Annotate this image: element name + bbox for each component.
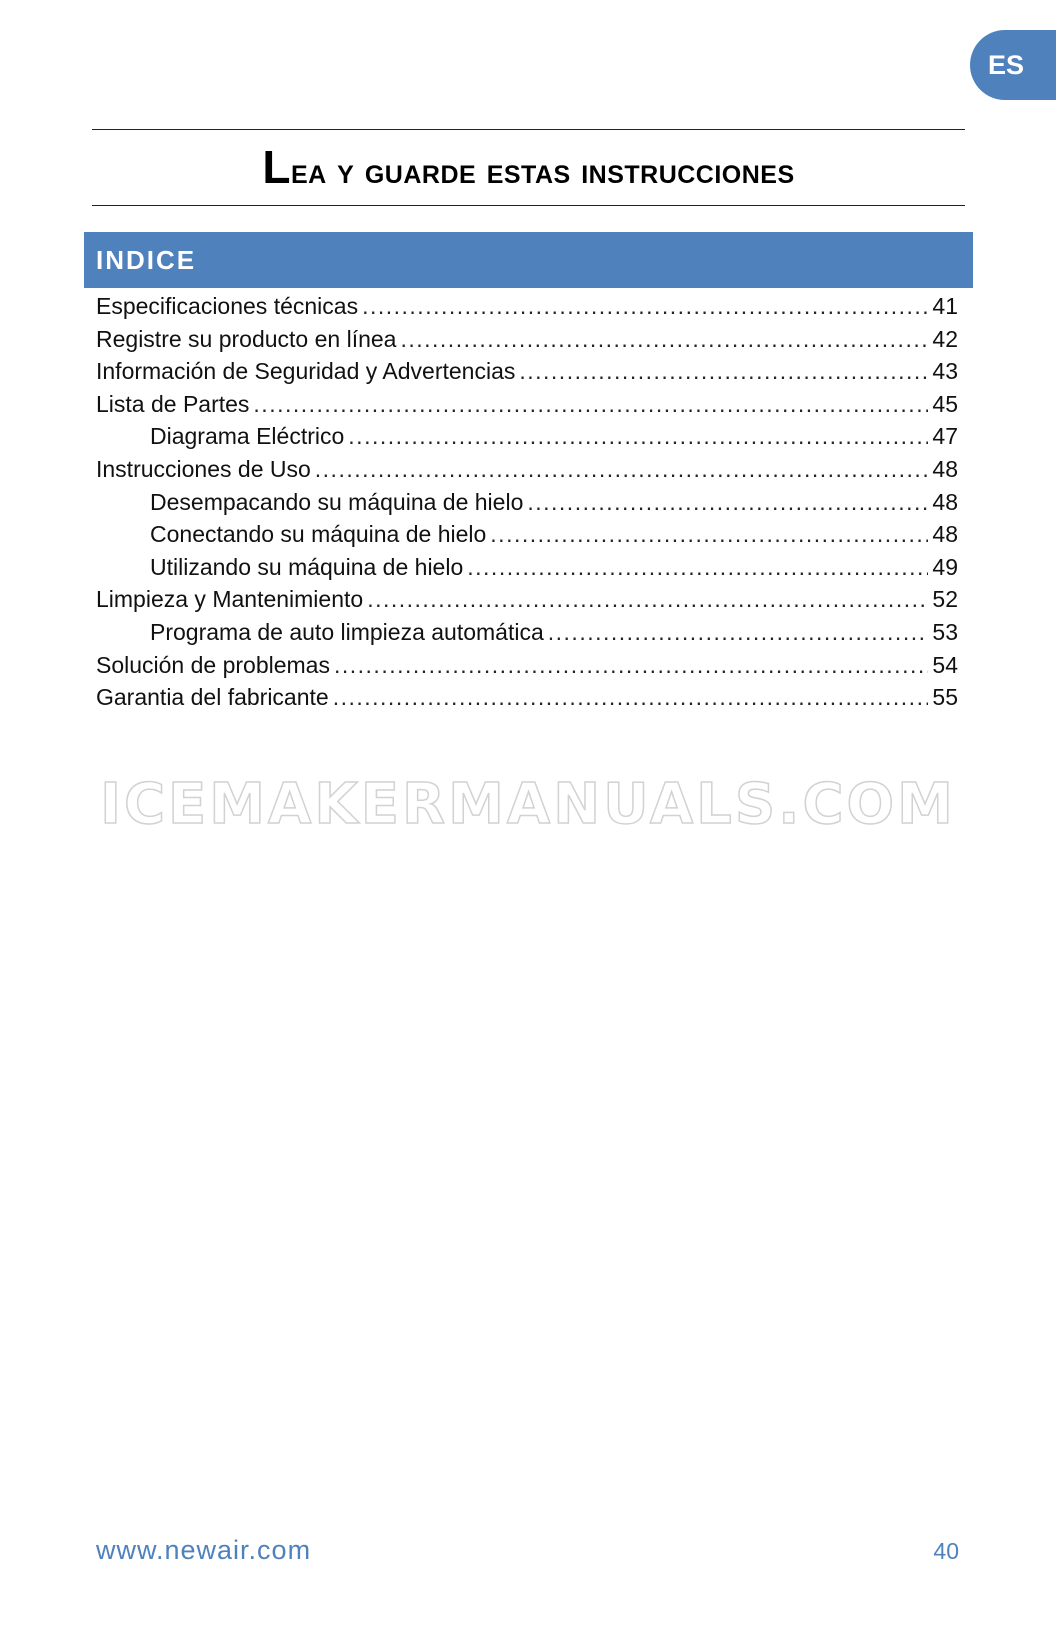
toc-entry-label: Limpieza y Mantenimiento [96,586,364,613]
toc-entry-page: 49 [932,553,958,580]
page-title-initial: L [262,141,291,193]
toc-entry-label: Información de Seguridad y Advertencias [96,358,516,385]
toc-leader-dots [362,290,928,323]
toc-leader-dots [467,551,928,584]
page-title-rest: ea y guarde estas instrucciones [290,150,795,191]
toc-leader-dots [400,323,928,356]
toc-leader-dots [519,355,928,388]
toc-leader-dots [334,649,928,682]
toc-entry-label: Desempacando su máquina de hielo [150,488,524,515]
toc-leader-dots [548,616,929,649]
language-tab-label: ES [988,49,1025,80]
footer-website-link[interactable]: www.newair.com [96,1535,312,1565]
toc-leader-dots [367,583,928,616]
toc-entry-page: 41 [932,293,958,319]
toc-leader-dots [348,420,928,453]
toc-entry-page: 53 [932,618,958,645]
toc-subentry[interactable] [96,486,958,519]
index-heading: INDICE [96,244,197,275]
toc-entry-page: 45 [932,390,958,417]
toc-entry-page: 48 [932,455,958,482]
toc-entry-page: 52 [932,586,958,613]
table-of-contents [96,290,958,714]
toc-entry-page: 42 [932,325,958,352]
language-tab [970,30,1056,100]
toc-entry[interactable] [96,453,958,486]
toc-entry[interactable] [96,355,958,388]
footer-page-number: 40 [933,1538,959,1564]
toc-subentry[interactable] [96,616,958,649]
toc-entry-page: 47 [932,423,958,450]
toc-leader-dots [333,681,929,714]
toc-subentry[interactable] [96,518,958,551]
toc-leader-dots [315,453,929,486]
toc-entry-label: Especificaciones técnicas [96,293,359,319]
toc-entry[interactable] [96,290,958,323]
index-heading-bar [84,232,973,288]
toc-entry-label: Diagrama Eléctrico [150,423,345,450]
toc-entry[interactable] [96,649,958,682]
toc-leader-dots [490,518,928,551]
toc-entry-page: 55 [932,684,958,711]
toc-entry-page: 54 [932,651,958,678]
watermark: ICEMAKERMANUALS.COM [100,772,956,837]
title-rule-top [92,129,965,130]
page-title [92,140,965,194]
toc-leader-dots [253,388,928,421]
toc-entry-page: 43 [932,358,958,385]
toc-entry-label: Solución de problemas [96,651,330,678]
toc-entry[interactable] [96,583,958,616]
toc-entry-label: Utilizando su máquina de hielo [150,553,464,580]
toc-entry[interactable] [96,388,958,421]
toc-subentry[interactable] [96,551,958,584]
toc-entry-label: Conectando su máquina de hielo [150,521,487,548]
title-rule-bottom [92,205,965,206]
toc-subentry[interactable] [96,420,958,453]
toc-entry-label: Programa de auto limpieza automática [150,618,544,645]
toc-entry[interactable] [96,681,958,714]
toc-entry-label: Lista de Partes [96,390,250,417]
toc-entry[interactable] [96,323,958,356]
toc-entry-label: Instrucciones de Uso [96,455,311,482]
toc-leader-dots [527,486,928,519]
toc-entry-label: Registre su producto en línea [96,325,397,352]
toc-entry-page: 48 [932,488,958,515]
toc-entry-label: Garantia del fabricante [96,684,329,711]
toc-entry-page: 48 [932,521,958,548]
